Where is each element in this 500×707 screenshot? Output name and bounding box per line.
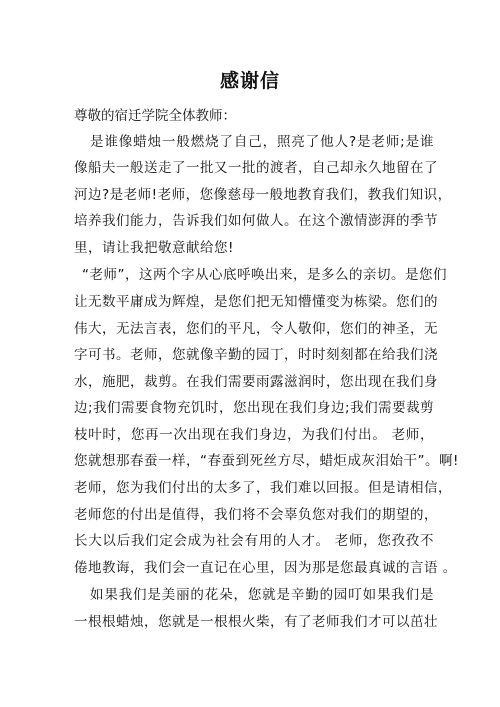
body-line: 是谁像蜡烛一般燃烧了自己，照亮了他人?是老师;是谁 bbox=[90, 134, 434, 150]
body-line: “老师”，这两个字从心底呼唤出来，是多么的亲切。是您们 bbox=[82, 267, 447, 283]
body-line: 长大以后我们定会成为社会有用的人才。 老师，您孜孜不 bbox=[74, 533, 434, 549]
body-line: 边;我们需要食物充饥时，您出现在我们身边;我们需要裁剪 bbox=[74, 400, 435, 416]
body-line: 河边?是老师!老师，您像慈母一般地教育我们，教我们知识， bbox=[74, 187, 452, 203]
body-line: 枝叶时，您再一次出现在我们身边，为我们付出。 老师， bbox=[74, 427, 434, 443]
body-line: 字可书。老师，您就像辛勤的园丁，时时刻刻都在给我们浇 bbox=[74, 347, 438, 363]
body-line: 里，请让我把敬意献给您! bbox=[74, 240, 234, 256]
body-line: 像船夫一般送走了一批又一批的渡者，自己却永久地留在了 bbox=[74, 160, 438, 176]
body-line: 一根根蜡烛，您就是一根根火柴，有了老师我们才可以茁壮 bbox=[74, 614, 438, 630]
body-line: 老师，您为我们付出的太多了，我们难以回报。但是请相信， bbox=[74, 480, 452, 496]
body-line: 倦地教诲，我们会一直记在心里，因为那是您最真诚的言语 。 bbox=[74, 560, 457, 576]
salutation: 尊敬的宿迁学院全体教师： bbox=[74, 108, 236, 124]
body-line: 水，施肥，裁剪。在我们需要雨露滋润时，您出现在我们身 bbox=[74, 374, 438, 390]
body-line: 伟大，无法言表，您们的平凡，令人敬仰，您们的神圣，无 bbox=[74, 321, 438, 337]
body-line: 培养我们能力，告诉我们如何做人。在这个激情澎湃的季节 bbox=[74, 213, 438, 229]
body-line: 您就想那春蚕一样，“春蚕到死丝方尽，蜡炬成灰泪始干”。啊! bbox=[74, 453, 459, 469]
letter-title: 感谢信 bbox=[219, 70, 280, 92]
body-line: 老师您的付出是值得，我们将不会辜负您对我们的期望的， bbox=[74, 507, 438, 523]
body-line: 如果我们是美丽的花朵，您就是辛勤的园叮如果我们是 bbox=[90, 587, 434, 603]
body-line: 让无数平庸成为辉煌，是您们把无知懵懂变为栋梁。您们的 bbox=[74, 294, 438, 310]
